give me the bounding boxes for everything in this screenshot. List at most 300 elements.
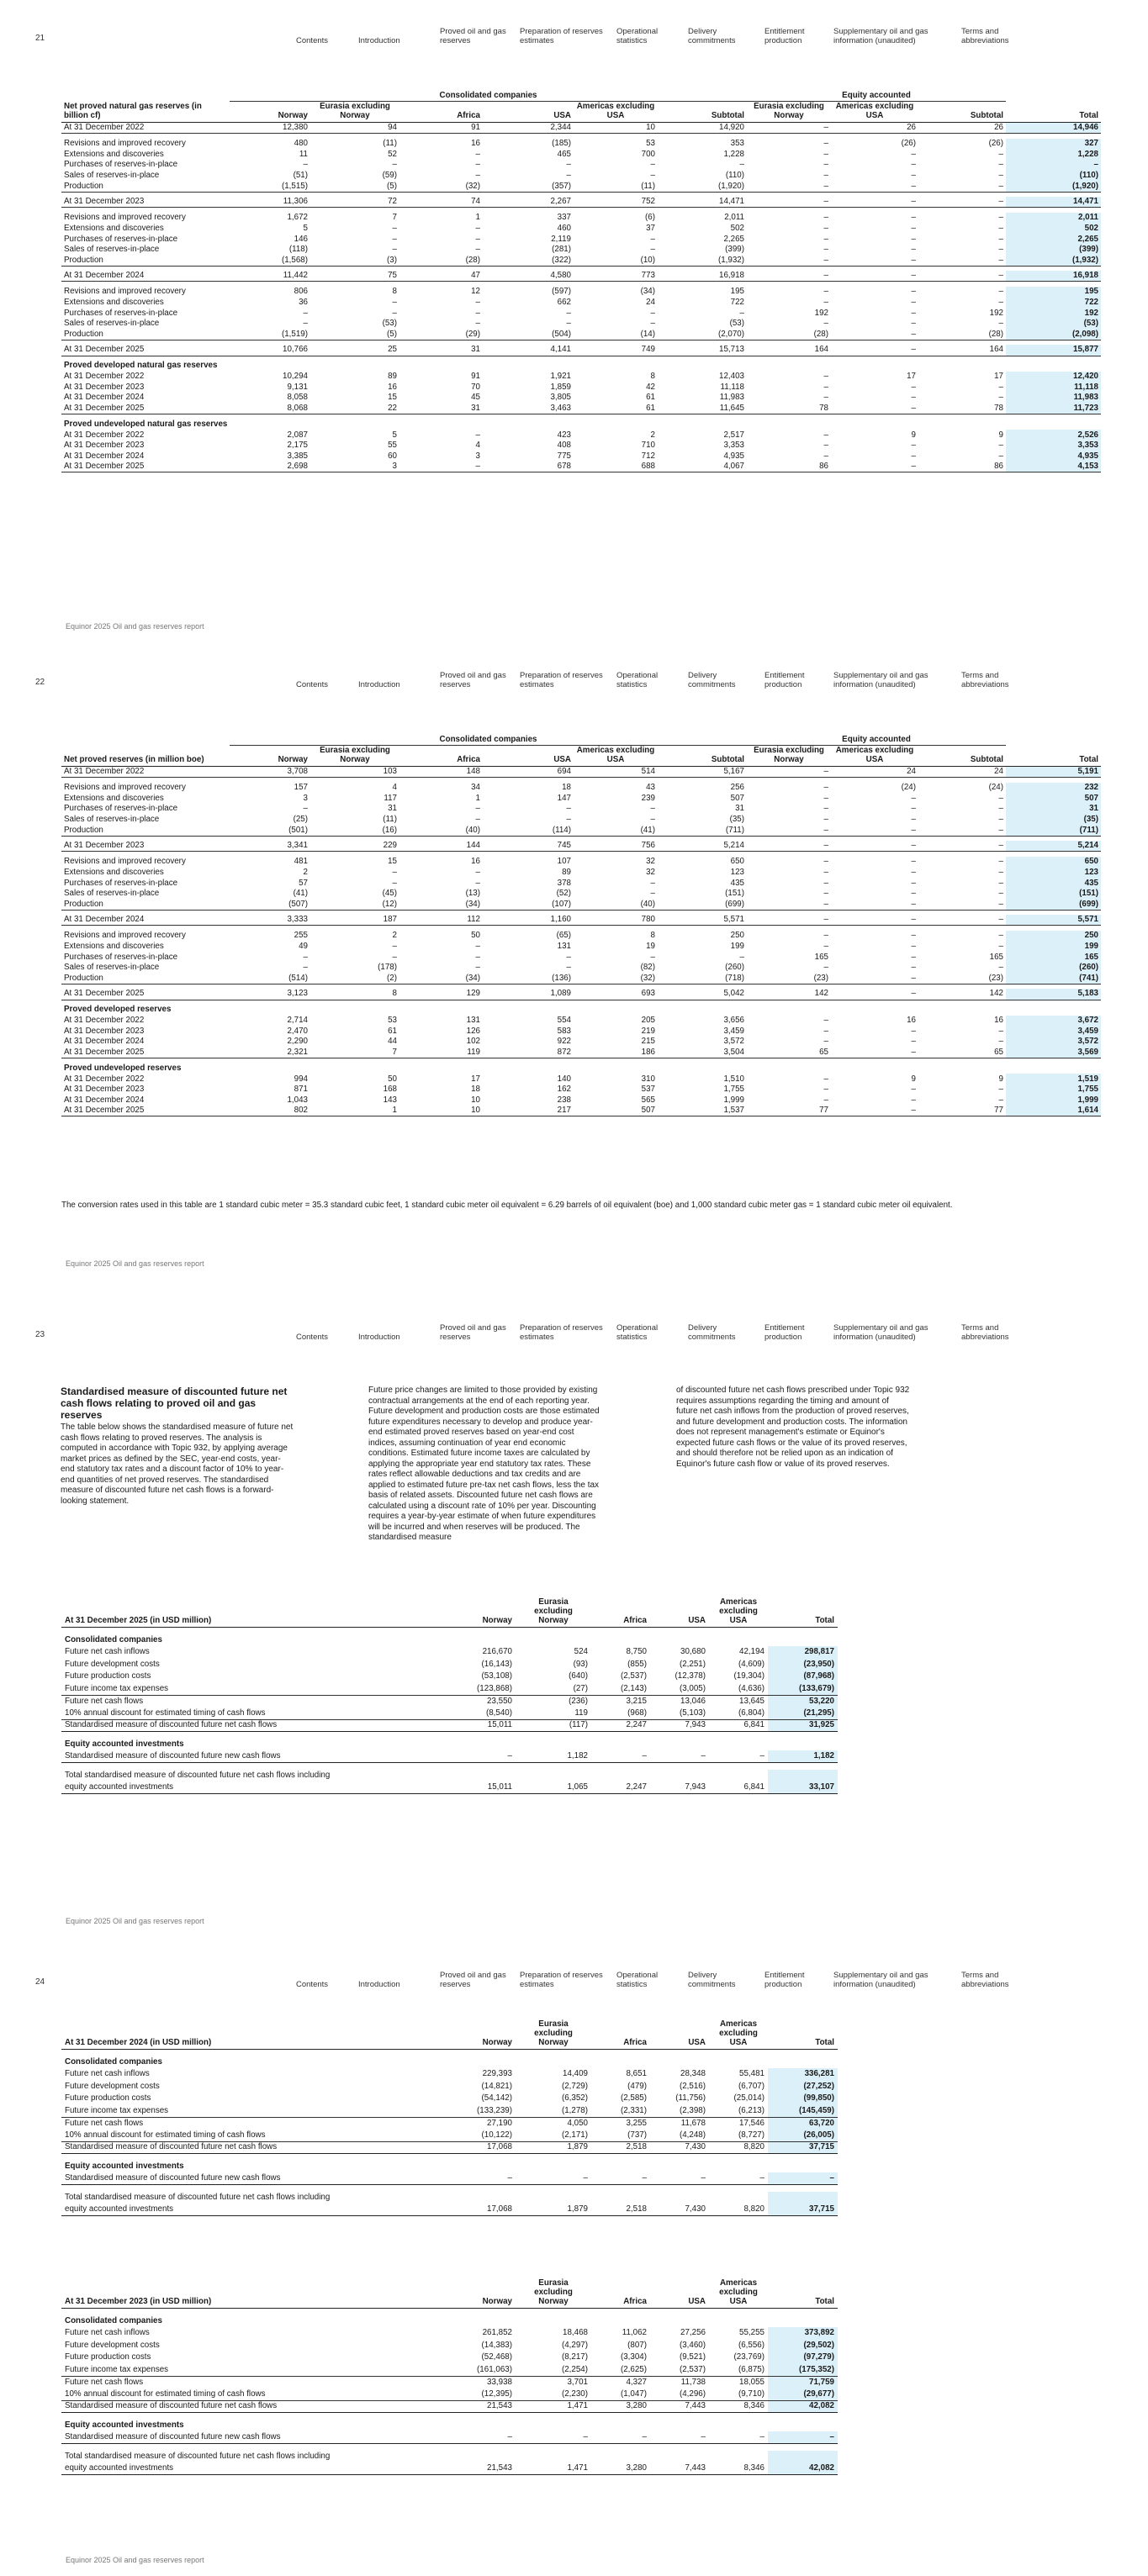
- value-cell: –: [831, 974, 918, 984]
- row-label: At 31 December 2023: [64, 1026, 145, 1036]
- value-cell: –: [823, 393, 828, 403]
- row-label: 10% annual discount for estimated timing of cash flows: [61, 2130, 448, 2142]
- total-cell: (699): [1006, 900, 1101, 911]
- value-cell: 205: [641, 1016, 655, 1026]
- nav-terms[interactable]: Terms and abbreviations: [961, 671, 1009, 689]
- value-cell: (14): [574, 330, 658, 340]
- value-cell: (1,278): [516, 2105, 591, 2118]
- value-cell: (114): [483, 825, 574, 836]
- value-cell: (41): [293, 889, 308, 899]
- value-cell: 14,920: [658, 123, 747, 134]
- value-cell: –: [392, 867, 397, 877]
- row-label: Sales of reserves-in-place: [64, 963, 160, 973]
- value-cell: –: [911, 245, 916, 255]
- value-cell: 2,518: [591, 2141, 650, 2154]
- value-cell: (504): [483, 330, 574, 340]
- value-cell: (6,707): [738, 2081, 764, 2091]
- value-cell: –: [911, 223, 916, 233]
- table-title: Net proved natural gas reserves (in billion cf): [61, 102, 230, 123]
- value-cell: –: [831, 330, 918, 340]
- nav-entitlement[interactable]: Entitlement production: [764, 27, 805, 45]
- nav-supplementary[interactable]: Supplementary oil and gas information (unaudited): [833, 1323, 928, 1342]
- value-cell: (29): [399, 330, 483, 340]
- value-cell: –: [831, 989, 918, 1000]
- value-cell: 353: [730, 139, 744, 149]
- value-cell: 49: [299, 941, 308, 951]
- value-cell: –: [392, 878, 397, 888]
- value-cell: 255: [294, 931, 308, 941]
- total-cell: (99,850): [768, 2093, 838, 2105]
- nav-contents[interactable]: Contents: [296, 36, 329, 45]
- table-row: [61, 868, 1101, 879]
- value-cell: (2,251): [679, 1659, 706, 1669]
- value-cell: 112: [399, 915, 483, 926]
- standardised-measure-table-2025: [61, 1597, 838, 1794]
- section-row: [61, 2056, 838, 2069]
- table-row: [61, 271, 1101, 282]
- row-label: Purchases of reserves-in-place: [64, 308, 178, 318]
- nav-terms[interactable]: Terms and abbreviations: [961, 1323, 1009, 1342]
- value-cell: 144: [399, 841, 483, 852]
- value-cell: 481: [294, 857, 308, 867]
- value-cell: 148: [399, 767, 483, 778]
- row-label: At 31 December 2023: [61, 197, 230, 208]
- value-cell: 18: [471, 1085, 480, 1095]
- value-cell: 3: [303, 793, 308, 803]
- value-cell: 17: [994, 372, 1003, 382]
- value-cell: 5,214: [658, 841, 747, 852]
- nav-proved-reserves[interactable]: Proved oil and gas reserves: [440, 1323, 506, 1342]
- value-cell: 57: [299, 878, 308, 888]
- total-cell: 15,877: [1006, 345, 1101, 356]
- value-cell: 229,393: [482, 2069, 512, 2079]
- nav-introduction[interactable]: Introduction: [358, 1980, 400, 1989]
- nav-entitlement[interactable]: Entitlement production: [764, 671, 805, 689]
- nav-operational[interactable]: Operational statistics: [616, 671, 659, 689]
- table-row: [61, 815, 1101, 826]
- value-cell: 22: [310, 404, 399, 414]
- value-cell: –: [998, 234, 1003, 244]
- value-cell: –: [823, 793, 828, 803]
- row-label: Production: [61, 330, 230, 340]
- value-cell: (13): [465, 889, 480, 899]
- value-cell: 3,385: [287, 451, 308, 461]
- value-cell: 2: [392, 931, 397, 941]
- total-cell: 42,082: [768, 2463, 838, 2475]
- table-row: [61, 1659, 838, 1671]
- value-cell: 802: [230, 1106, 310, 1116]
- nav-supplementary[interactable]: Supplementary oil and gas information (unaudited): [833, 1971, 928, 1989]
- nav-contents[interactable]: Contents: [296, 680, 329, 689]
- row-label: Purchases of reserves-in-place: [64, 804, 178, 814]
- total-cell: (175,352): [768, 2364, 838, 2377]
- value-cell: (136): [483, 974, 574, 984]
- value-cell: 1,859: [550, 382, 571, 392]
- value-cell: –: [998, 297, 1003, 307]
- value-cell: 2,119: [551, 234, 571, 244]
- value-cell: –: [911, 878, 916, 888]
- value-cell: (6,352): [561, 2093, 588, 2104]
- value-cell: 16,918: [658, 271, 747, 282]
- nav-delivery[interactable]: Delivery commitments: [688, 27, 736, 45]
- value-cell: (2,331): [591, 2105, 650, 2118]
- nav-introduction[interactable]: Introduction: [358, 36, 400, 45]
- value-cell: 13,645: [739, 1696, 764, 1706]
- value-cell: (34): [399, 900, 483, 911]
- value-cell: 9: [998, 1074, 1003, 1084]
- nav-operational[interactable]: Operational statistics: [616, 1971, 659, 1989]
- value-cell: 423: [557, 430, 571, 440]
- nav-delivery[interactable]: Delivery commitments: [688, 671, 736, 689]
- value-cell: 8,750: [626, 1647, 647, 1657]
- nav-contents[interactable]: Contents: [296, 1333, 329, 1342]
- table-row: [61, 1074, 1101, 1085]
- value-cell: (59): [382, 171, 397, 181]
- value-cell: 32: [646, 857, 655, 867]
- value-cell: –: [823, 441, 828, 451]
- group-consolidated: Consolidated companies: [230, 91, 747, 102]
- total-cell: 14,471: [1006, 197, 1101, 208]
- value-cell: (53): [382, 319, 397, 329]
- value-cell: 238: [557, 1095, 571, 1105]
- total-cell: 1,519: [1006, 1074, 1101, 1085]
- value-cell: –: [475, 878, 480, 888]
- col-americas: Americas excluding USA: [574, 746, 658, 767]
- value-cell: –: [918, 271, 1006, 282]
- value-cell: 26: [831, 123, 918, 134]
- value-cell: (1,519): [230, 330, 310, 340]
- value-cell: –: [823, 234, 828, 244]
- value-cell: (161,063): [448, 2364, 516, 2377]
- table-row: [61, 2451, 838, 2463]
- value-cell: 187: [310, 915, 399, 926]
- col-africa: Africa: [399, 102, 483, 123]
- table-row: [61, 942, 1101, 953]
- standardised-measure-table-2024: [61, 2019, 838, 2216]
- row-label: Standardised measure of discounted future new cash flows: [61, 1750, 448, 1763]
- nav-proved-reserves[interactable]: Proved oil and gas reserves: [440, 671, 506, 689]
- nav-contents[interactable]: Contents: [296, 1980, 329, 1989]
- value-cell: 89: [388, 372, 397, 382]
- value-cell: 994: [294, 1074, 308, 1084]
- value-cell: 514: [574, 767, 658, 778]
- table-row: [61, 2376, 838, 2389]
- value-cell: 3,463: [483, 404, 574, 414]
- table-row: [61, 308, 1101, 319]
- value-cell: –: [566, 963, 571, 973]
- value-cell: (34): [399, 974, 483, 984]
- top-navigation: [296, 25, 1041, 45]
- value-cell: –: [823, 1016, 828, 1026]
- table-row: [61, 430, 1101, 441]
- nav-preparation[interactable]: Preparation of reserves estimates: [520, 1971, 603, 1989]
- value-cell: 50: [388, 1074, 397, 1084]
- value-cell: 165: [814, 952, 828, 962]
- value-cell: (514): [230, 974, 310, 984]
- table-row: [61, 931, 1101, 942]
- nav-proved-reserves[interactable]: Proved oil and gas reserves: [440, 1971, 506, 1989]
- column-header: USA: [650, 2019, 709, 2050]
- row-label: Extensions and discoveries: [64, 297, 164, 307]
- value-cell: 11,983: [719, 393, 744, 403]
- value-cell: 24: [918, 767, 1006, 778]
- nav-supplementary[interactable]: Supplementary oil and gas information (unaudited): [833, 671, 928, 689]
- value-cell: (737): [591, 2130, 650, 2142]
- value-cell: 2,714: [287, 1016, 308, 1026]
- row-label: Revisions and improved recovery: [64, 857, 186, 867]
- table-row: [61, 245, 1101, 256]
- value-cell: 7,943: [650, 1782, 709, 1794]
- value-cell: (3,005): [650, 1683, 709, 1696]
- value-cell: 745: [483, 841, 574, 852]
- value-cell: 435: [730, 878, 744, 888]
- value-cell: –: [998, 878, 1003, 888]
- row-label: Future income tax expenses: [61, 2364, 448, 2377]
- value-cell: 662: [557, 297, 571, 307]
- nav-terms[interactable]: Terms and abbreviations: [961, 27, 1009, 45]
- table-row: [61, 857, 1101, 868]
- nav-operational[interactable]: Operational statistics: [616, 1323, 659, 1342]
- page-number: 24: [35, 1977, 45, 1987]
- value-cell: 554: [557, 1016, 571, 1026]
- value-cell: –: [566, 308, 571, 318]
- row-label: Purchases of reserves-in-place: [64, 878, 178, 888]
- value-cell: (53,108): [481, 1671, 512, 1681]
- value-cell: –: [448, 2431, 516, 2444]
- value-cell: –: [650, 1750, 709, 1763]
- value-cell: –: [998, 149, 1003, 159]
- value-cell: –: [475, 815, 480, 825]
- value-cell: (1,920): [658, 181, 747, 192]
- value-cell: –: [475, 941, 480, 951]
- nav-delivery[interactable]: Delivery commitments: [688, 1971, 736, 1989]
- value-cell: 1,228: [723, 149, 744, 159]
- intro-text: [61, 1386, 910, 1554]
- row-label: Future production costs: [65, 2093, 151, 2104]
- value-cell: –: [823, 430, 828, 440]
- value-cell: (45): [382, 889, 397, 899]
- nav-delivery[interactable]: Delivery commitments: [688, 1323, 736, 1342]
- value-cell: 186: [574, 1048, 658, 1058]
- value-cell: –: [998, 941, 1003, 951]
- value-cell: –: [475, 804, 480, 814]
- value-cell: –: [998, 245, 1003, 255]
- nav-proved-reserves[interactable]: Proved oil and gas reserves: [440, 27, 506, 45]
- nav-operational[interactable]: Operational statistics: [616, 27, 659, 45]
- value-cell: –: [911, 149, 916, 159]
- value-cell: –: [823, 382, 828, 392]
- value-cell: –: [516, 2172, 591, 2185]
- value-cell: 27,190: [487, 2118, 512, 2128]
- value-cell: 103: [310, 767, 399, 778]
- total-cell: 12,420: [1006, 372, 1101, 383]
- value-cell: (53): [729, 319, 744, 329]
- value-cell: 70: [471, 382, 480, 392]
- value-cell: –: [911, 941, 916, 951]
- value-cell: –: [650, 878, 655, 888]
- value-cell: 216,670: [482, 1647, 512, 1657]
- row-label: Sales of reserves-in-place: [64, 245, 160, 255]
- value-cell: 310: [641, 1074, 655, 1084]
- value-cell: 15: [388, 857, 397, 867]
- value-cell: 4,067: [658, 462, 747, 472]
- value-cell: (178): [378, 963, 397, 973]
- column-header: Norway: [448, 1597, 516, 1628]
- row-label: At 31 December 2024: [61, 915, 230, 926]
- value-cell: 688: [574, 462, 658, 472]
- value-cell: –: [998, 1085, 1003, 1095]
- value-cell: –: [650, 245, 655, 255]
- value-cell: 43: [646, 783, 655, 793]
- table-row: [61, 160, 1101, 171]
- row-label: Future development costs: [65, 2081, 160, 2091]
- value-cell: 11,678: [680, 2118, 706, 2128]
- table-row: [61, 181, 1101, 192]
- value-cell: 9: [998, 430, 1003, 440]
- value-cell: 10: [399, 1106, 483, 1116]
- nav-introduction[interactable]: Introduction: [358, 1333, 400, 1342]
- standardised-measure-table-2023: [61, 2278, 838, 2475]
- col-norway: Norway: [230, 746, 310, 767]
- col-eq-americas: Americas excluding USA: [831, 746, 918, 767]
- value-cell: 2,470: [287, 1026, 308, 1036]
- total-cell: 3,672: [1006, 1016, 1101, 1027]
- value-cell: (6,875): [709, 2364, 768, 2377]
- value-cell: –: [747, 825, 831, 836]
- value-cell: (14,821): [481, 2081, 512, 2091]
- value-cell: (5): [310, 330, 399, 340]
- value-cell: 710: [641, 441, 655, 451]
- row-label: At 31 December 2025: [61, 462, 230, 472]
- total-cell: (21,295): [768, 1708, 838, 1720]
- page-number: 21: [35, 34, 45, 43]
- value-cell: 1,999: [723, 1095, 744, 1105]
- row-label: Sales of reserves-in-place: [64, 319, 160, 329]
- row-label: At 31 December 2022: [64, 1016, 145, 1026]
- value-cell: (35): [729, 815, 744, 825]
- col-eq-eurasia: Eurasia excluding Norway: [747, 746, 831, 767]
- value-cell: 722: [730, 297, 744, 307]
- value-cell: –: [823, 1037, 828, 1047]
- value-cell: (807): [627, 2340, 647, 2350]
- nav-entitlement[interactable]: Entitlement production: [764, 1323, 805, 1342]
- value-cell: 8,346: [709, 2463, 768, 2475]
- total-cell: 5,214: [1006, 841, 1101, 852]
- row-label: Future net cash flows: [65, 1696, 144, 1706]
- value-cell: –: [911, 1085, 916, 1095]
- nav-terms[interactable]: Terms and abbreviations: [961, 1971, 1009, 1989]
- value-cell: –: [823, 139, 828, 149]
- value-cell: –: [303, 952, 308, 962]
- value-cell: –: [831, 841, 918, 852]
- nav-introduction[interactable]: Introduction: [358, 680, 400, 689]
- value-cell: (711): [658, 825, 747, 836]
- total-cell: 16,918: [1006, 271, 1101, 282]
- value-cell: (2,398): [650, 2105, 709, 2118]
- nav-preparation[interactable]: Preparation of reserves estimates: [520, 27, 603, 45]
- value-cell: 142: [747, 989, 831, 1000]
- total-cell: 37,715: [768, 2141, 838, 2154]
- total-cell: (1,932): [1006, 256, 1101, 267]
- table-row: [61, 915, 1101, 926]
- top-navigation: [296, 669, 1041, 689]
- value-cell: –: [831, 256, 918, 267]
- value-cell: –: [475, 234, 480, 244]
- column-header: Total: [768, 1597, 838, 1628]
- paragraph: Future price changes are limited to those provided by existing contractual arrangements at the end of each reporting year. Future development and production costs are those estimated future expenditures necessary to develop and produce year-end estimated proved reserves based on year-end cost indices, assuming continuation of year end economic conditions. Estimated future income taxes are calculated by applying the appropriate year end statutory tax rates. These rates reflect allowable deductions and tax credits and are applied to estimated future pre-tax net cash flows, less the tax basis of related assets. Discounted future net cash flows are calculated using a discount rate of 10% per year. Discounting requires a year-by-year estimate of when future expenditures will be incurred and when reserves will be produced. The standardised measure: [368, 1386, 600, 1542]
- value-cell: (4,297): [561, 2340, 588, 2350]
- value-cell: (19,304): [733, 1671, 764, 1681]
- row-label: Production: [61, 256, 230, 267]
- col-eurasia: Eurasia excluding Norway: [310, 746, 399, 767]
- nav-entitlement[interactable]: Entitlement production: [764, 1971, 805, 1989]
- value-cell: 502: [730, 223, 744, 233]
- value-cell: 3,701: [567, 2377, 588, 2387]
- value-cell: –: [747, 181, 831, 192]
- reserves-table: [61, 735, 1101, 1116]
- total-cell: (151): [1006, 889, 1101, 900]
- value-cell: –: [591, 2172, 650, 2185]
- row-label: Revisions and improved recovery: [64, 783, 186, 793]
- value-cell: 806: [294, 287, 308, 297]
- value-cell: –: [566, 952, 571, 962]
- value-cell: 131: [557, 941, 571, 951]
- value-cell: 61: [574, 404, 658, 414]
- value-cell: –: [650, 171, 655, 181]
- table-row: [61, 2192, 838, 2204]
- value-cell: (52): [556, 889, 571, 899]
- value-cell: –: [831, 271, 918, 282]
- value-cell: 1,879: [516, 2141, 591, 2154]
- table-row: [61, 256, 1101, 267]
- table-row: [61, 139, 1101, 150]
- value-cell: –: [998, 319, 1003, 329]
- value-cell: –: [911, 793, 916, 803]
- value-cell: 126: [466, 1026, 480, 1036]
- value-cell: 7,430: [650, 2141, 709, 2154]
- value-cell: –: [475, 223, 480, 233]
- value-cell: 25: [310, 345, 399, 356]
- value-cell: –: [823, 372, 828, 382]
- value-cell: 4,141: [483, 345, 574, 356]
- value-cell: –: [475, 149, 480, 159]
- table-row: [61, 989, 1101, 1000]
- value-cell: –: [650, 815, 655, 825]
- row-label: equity accounted investments: [61, 1782, 448, 1794]
- total-cell: 31,925: [768, 1719, 838, 1732]
- value-cell: (3,460): [679, 2340, 706, 2350]
- value-cell: –: [998, 793, 1003, 803]
- nav-preparation[interactable]: Preparation of reserves estimates: [520, 1323, 603, 1342]
- value-cell: 143: [383, 1095, 397, 1105]
- table-row: [61, 1719, 838, 1732]
- value-cell: –: [998, 1026, 1003, 1036]
- value-cell: –: [823, 171, 828, 181]
- table-row: [61, 171, 1101, 182]
- table-title: At 31 December 2024 (in USD million): [61, 2019, 448, 2050]
- value-cell: (6): [645, 213, 655, 223]
- nav-supplementary[interactable]: Supplementary oil and gas information (unaudited): [833, 27, 928, 45]
- nav-preparation[interactable]: Preparation of reserves estimates: [520, 671, 603, 689]
- value-cell: (23): [747, 974, 831, 984]
- value-cell: 13,046: [680, 1696, 706, 1706]
- row-label: Purchases of reserves-in-place: [64, 952, 178, 962]
- value-cell: 1,471: [516, 2463, 591, 2475]
- value-cell: 140: [557, 1074, 571, 1084]
- value-cell: 256: [730, 783, 744, 793]
- value-cell: –: [739, 952, 744, 962]
- table-row: [61, 1048, 1101, 1058]
